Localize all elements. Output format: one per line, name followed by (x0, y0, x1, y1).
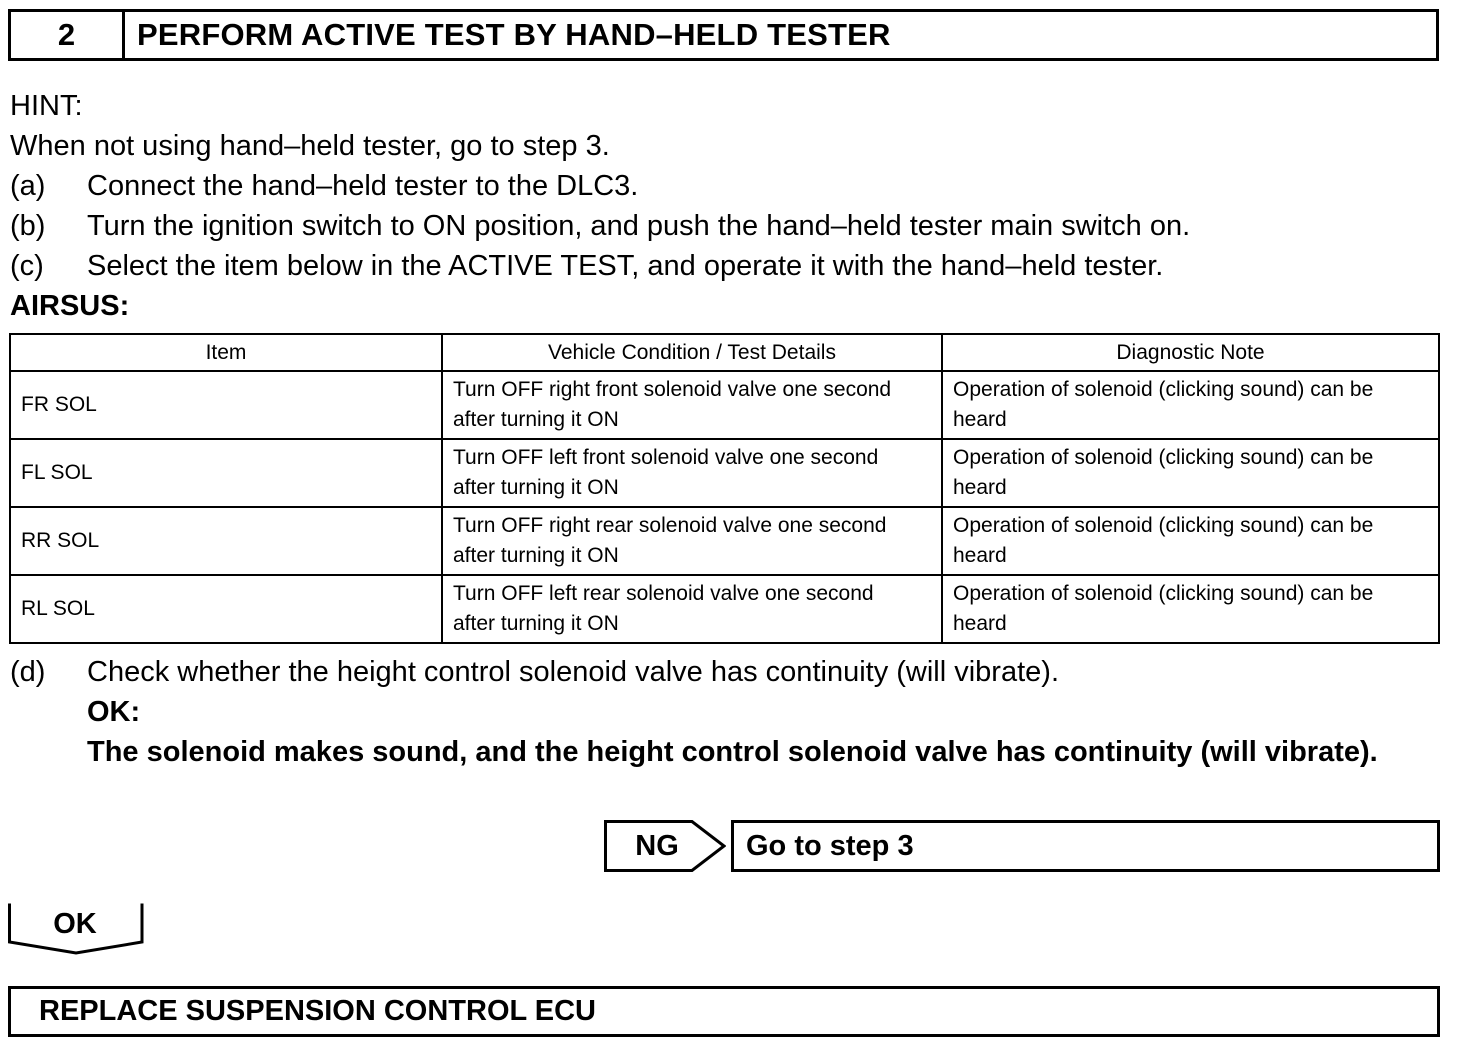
step-b-label: (b) (10, 210, 46, 242)
note-line: heard (953, 544, 1007, 567)
condition-line: Turn OFF left rear solenoid valve one second (453, 582, 874, 605)
condition-line: Turn OFF right front solenoid valve one second (453, 378, 892, 401)
table-row (10, 507, 1439, 575)
cell-item: FL SOL (10, 439, 442, 507)
step-header (8, 9, 1439, 61)
step-a-text: Connect the hand–held tester to the DLC3. (87, 170, 639, 202)
condition-line: after turning it ON (453, 408, 619, 431)
cell-condition (442, 575, 942, 643)
step-d-text: Check whether the height control solenoid valve has continuity (will vibrate). (87, 656, 1059, 688)
step-b-text: Turn the ignition switch to ON position, and push the hand–held tester main switch on. (87, 210, 1191, 242)
cell-note (942, 439, 1439, 507)
condition-line: after turning it ON (453, 544, 619, 567)
header-condition: Vehicle Condition / Test Details (442, 334, 942, 371)
step-d-label: (d) (10, 656, 46, 688)
note-line: Operation of solenoid (clicking sound) can be (953, 582, 1374, 605)
ng-result-text: Go to step 3 (746, 829, 914, 862)
condition-line: Turn OFF left front solenoid valve one second (453, 446, 879, 469)
note-line: heard (953, 476, 1007, 499)
step-b (10, 206, 1190, 246)
cell-item: RR SOL (10, 507, 442, 575)
active-test-table (9, 333, 1440, 644)
cell-item: FR SOL (10, 371, 442, 439)
step-d (10, 652, 1059, 692)
note-line: heard (953, 408, 1007, 431)
step-c (10, 246, 1163, 286)
note-line: Operation of solenoid (clicking sound) can be (953, 446, 1374, 469)
ok-criteria-text: The solenoid makes sound, and the height control solenoid valve has continuity (will vibrate). (87, 736, 1378, 768)
cell-note (942, 575, 1439, 643)
system-label: AIRSUS: (10, 290, 130, 322)
ok-criteria-label: OK: (87, 696, 141, 728)
note-line: heard (953, 612, 1007, 635)
cell-item: RL SOL (10, 575, 442, 643)
header-note: Diagnostic Note (942, 334, 1439, 371)
table-header-row (10, 334, 1439, 371)
cell-note (942, 507, 1439, 575)
cell-condition (442, 371, 942, 439)
table-row (10, 439, 1439, 507)
condition-line: after turning it ON (453, 612, 619, 635)
note-line: Operation of solenoid (clicking sound) can be (953, 378, 1374, 401)
step-c-label: (c) (10, 250, 44, 282)
step-number: 2 (11, 12, 125, 58)
condition-line: Turn OFF right rear solenoid valve one second (453, 514, 887, 537)
table-row (10, 371, 1439, 439)
ng-label: NG (635, 829, 679, 862)
condition-line: after turning it ON (453, 476, 619, 499)
note-line: Operation of solenoid (clicking sound) can be (953, 514, 1374, 537)
replace-action-box (8, 986, 1440, 1037)
cell-note (942, 371, 1439, 439)
step-a (10, 166, 638, 206)
step-a-label: (a) (10, 170, 46, 202)
replace-action-text: REPLACE SUSPENSION CONTROL ECU (39, 995, 596, 1027)
hint-label: HINT: (10, 90, 83, 122)
ng-result-box (731, 820, 1440, 872)
cell-condition (442, 439, 942, 507)
table-row (10, 575, 1439, 643)
step-title: PERFORM ACTIVE TEST BY HAND–HELD TESTER (137, 17, 891, 52)
cell-condition (442, 507, 942, 575)
header-item: Item (10, 334, 442, 371)
hint-text: When not using hand–held tester, go to step 3. (10, 130, 610, 162)
step-c-text: Select the item below in the ACTIVE TEST, and operate it with the hand–held tester. (87, 250, 1164, 282)
ok-label: OK (53, 907, 97, 940)
